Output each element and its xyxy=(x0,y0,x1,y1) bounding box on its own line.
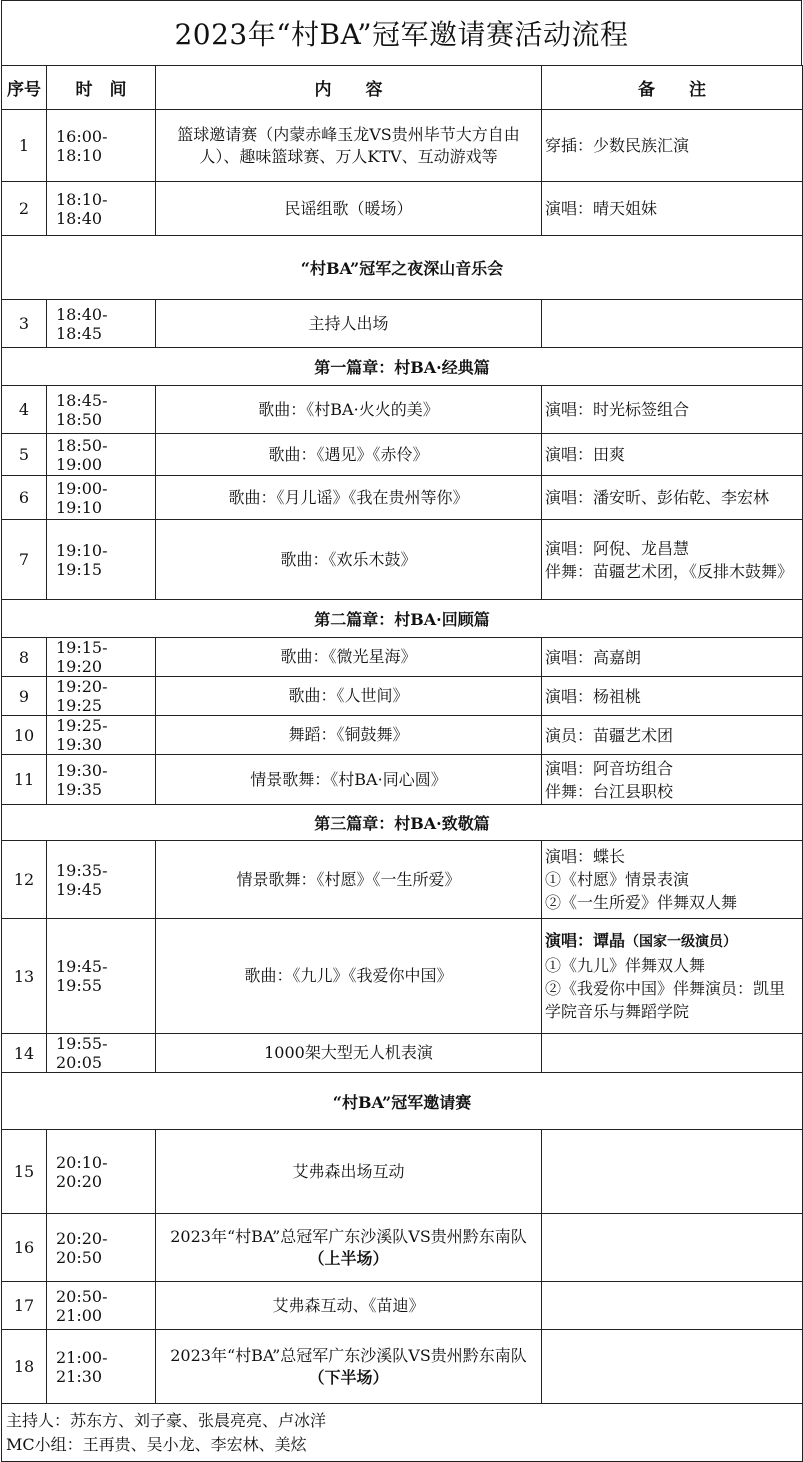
footer-cell xyxy=(2,1404,803,1462)
table-row xyxy=(2,638,803,677)
note-line xyxy=(545,929,798,954)
row-content: 舞蹈：《铜鼓舞》 xyxy=(156,716,542,755)
table-row xyxy=(2,182,803,236)
row-content: 情景歌舞：《村愿》《一生所爱》 xyxy=(156,841,542,919)
table-row xyxy=(2,1130,803,1214)
row-time: 16:00-18:10 xyxy=(47,110,156,182)
row-note: 演员：苗疆艺术团 xyxy=(542,716,803,755)
row-num: 6 xyxy=(2,476,47,520)
table-row xyxy=(2,520,803,600)
table-row xyxy=(2,677,803,716)
schedule-sheet xyxy=(1,0,802,1462)
section-row xyxy=(2,600,803,638)
row-note xyxy=(542,755,803,805)
match-text: 2023年“村BA”总冠军广东沙溪队VS贵州黔东南队 xyxy=(170,1226,527,1246)
mc-line: MC小组：王再贵、吴小龙、李宏林、美炫 xyxy=(6,1434,307,1454)
header-num: 序号 xyxy=(2,66,47,110)
note-line: 伴舞：苗疆艺术团，《反排木鼓舞》 xyxy=(545,561,794,581)
row-num: 7 xyxy=(2,520,47,600)
row-note: 演唱：晴天姐妹 xyxy=(542,182,803,236)
table-row xyxy=(2,110,803,182)
row-content: 艾弗森互动、《苗迪》 xyxy=(156,1282,542,1330)
row-content: 民谣组歌（暖场） xyxy=(156,182,542,236)
row-time: 20:20-20:50 xyxy=(47,1214,156,1282)
table-row xyxy=(2,386,803,434)
row-time: 19:10-19:15 xyxy=(47,520,156,600)
row-num: 3 xyxy=(2,300,47,348)
table-row xyxy=(2,755,803,805)
row-num: 8 xyxy=(2,638,47,677)
row-time: 20:50-21:00 xyxy=(47,1282,156,1330)
hosts-line: 主持人：苏东方、刘子豪、张晨亮亮、卢冰洋 xyxy=(6,1410,327,1430)
row-note: 演唱：时光标签组合 xyxy=(542,386,803,434)
row-time: 19:00-19:10 xyxy=(47,476,156,520)
row-content: 歌曲：《遇见》《赤伶》 xyxy=(156,434,542,476)
row-time: 18:50-19:00 xyxy=(47,434,156,476)
row-time: 19:25-19:30 xyxy=(47,716,156,755)
schedule-table xyxy=(1,65,803,1462)
row-note xyxy=(542,1330,803,1404)
row-num: 11 xyxy=(2,755,47,805)
row-num: 9 xyxy=(2,677,47,716)
row-content: 歌曲：《欢乐木鼓》 xyxy=(156,520,542,600)
table-row xyxy=(2,919,803,1034)
row-time: 19:30-19:35 xyxy=(47,755,156,805)
section-row xyxy=(2,236,803,300)
header-note: 备 注 xyxy=(542,66,803,110)
row-time: 18:40-18:45 xyxy=(47,300,156,348)
row-content: 情景歌舞：《村BA·同心圆》 xyxy=(156,755,542,805)
row-num: 1 xyxy=(2,110,47,182)
section-title: “村BA”冠军邀请赛 xyxy=(2,1073,803,1130)
footer-row xyxy=(2,1404,803,1462)
row-note: 演唱：杨祖桃 xyxy=(542,677,803,716)
row-time: 19:45-19:55 xyxy=(47,919,156,1034)
row-content: 歌曲：《村BA·火火的美》 xyxy=(156,386,542,434)
table-row xyxy=(2,1034,803,1073)
row-num: 10 xyxy=(2,716,47,755)
row-note xyxy=(542,919,803,1034)
row-time: 18:45-18:50 xyxy=(47,386,156,434)
row-num: 13 xyxy=(2,919,47,1034)
row-content xyxy=(156,1214,542,1282)
row-note xyxy=(542,300,803,348)
row-time: 19:15-19:20 xyxy=(47,638,156,677)
note-line: ①《村愿》情景表演 xyxy=(545,870,690,889)
match-text: 2023年“村BA”总冠军广东沙溪队VS贵州黔东南队 xyxy=(170,1345,527,1365)
performer-name: 演唱：谭晶 xyxy=(545,931,626,950)
section-title: “村BA”冠军之夜深山音乐会 xyxy=(2,236,803,300)
table-row xyxy=(2,476,803,520)
note-line: 演唱：阿音坊组合 xyxy=(545,758,674,778)
table-row xyxy=(2,1330,803,1404)
header-content: 内 容 xyxy=(156,66,542,110)
row-num: 14 xyxy=(2,1034,47,1073)
performer-title: （国家一级演员） xyxy=(625,934,738,950)
row-num: 18 xyxy=(2,1330,47,1404)
row-note: 演唱：潘安昕、彭佑乾、李宏林 xyxy=(542,476,803,520)
row-num: 5 xyxy=(2,434,47,476)
section-title: 第二篇章：村BA·回顾篇 xyxy=(2,600,803,638)
section-row xyxy=(2,348,803,386)
row-num: 12 xyxy=(2,841,47,919)
row-time: 20:10-20:20 xyxy=(47,1130,156,1214)
table-row xyxy=(2,841,803,919)
page-title: 2023年“村BA”冠军邀请赛活动流程 xyxy=(1,0,802,65)
row-content: 1000架大型无人机表演 xyxy=(156,1034,542,1073)
row-content xyxy=(156,1330,542,1404)
row-content: 艾弗森出场互动 xyxy=(156,1130,542,1214)
row-time: 19:35-19:45 xyxy=(47,841,156,919)
row-num: 4 xyxy=(2,386,47,434)
match-half: （上半场） xyxy=(308,1248,389,1268)
note-line: 演唱：蝶长 xyxy=(545,847,626,866)
note-line: ②《我爱你中国》伴舞演员：凯里学院音乐与舞蹈学院 xyxy=(545,979,786,1021)
row-note xyxy=(542,520,803,600)
section-title: 第一篇章：村BA·经典篇 xyxy=(2,348,803,386)
table-row xyxy=(2,434,803,476)
table-row xyxy=(2,1214,803,1282)
row-content: 歌曲：《人世间》 xyxy=(156,677,542,716)
row-note: 穿插：少数民族汇演 xyxy=(542,110,803,182)
row-time: 18:10-18:40 xyxy=(47,182,156,236)
row-content: 歌曲：《微光星海》 xyxy=(156,638,542,677)
row-note: 演唱：高嘉朗 xyxy=(542,638,803,677)
note-line: 伴舞：台江县职校 xyxy=(545,781,674,801)
table-row xyxy=(2,1282,803,1330)
note-line: ①《九儿》伴舞双人舞 xyxy=(545,956,706,975)
row-num: 15 xyxy=(2,1130,47,1214)
match-half: （下半场） xyxy=(308,1367,389,1387)
header-time: 时 间 xyxy=(47,66,156,110)
table-row xyxy=(2,300,803,348)
row-time: 19:55-20:05 xyxy=(47,1034,156,1073)
note-line: ②《一生所爱》伴舞双人舞 xyxy=(545,893,738,912)
row-num: 16 xyxy=(2,1214,47,1282)
section-row xyxy=(2,1073,803,1130)
row-content: 歌曲：《月儿谣》《我在贵州等你》 xyxy=(156,476,542,520)
section-title: 第三篇章：村BA·致敬篇 xyxy=(2,805,803,841)
row-note xyxy=(542,1034,803,1073)
row-note xyxy=(542,841,803,919)
row-time: 19:20-19:25 xyxy=(47,677,156,716)
row-note: 演唱：田爽 xyxy=(542,434,803,476)
table-row xyxy=(2,716,803,755)
row-num: 2 xyxy=(2,182,47,236)
row-note xyxy=(542,1130,803,1214)
row-content: 篮球邀请赛（内蒙赤峰玉龙VS贵州毕节大方自由人）、趣味篮球赛、万人KTV、互动游戏等 xyxy=(156,110,542,182)
table-header-row xyxy=(2,66,803,110)
row-num: 17 xyxy=(2,1282,47,1330)
row-note xyxy=(542,1214,803,1282)
note-line: 演唱：阿倪、龙昌慧 xyxy=(545,538,690,558)
row-time: 21:00-21:30 xyxy=(47,1330,156,1404)
section-row xyxy=(2,805,803,841)
row-content: 歌曲：《九儿》《我爱你中国》 xyxy=(156,919,542,1034)
row-content: 主持人出场 xyxy=(156,300,542,348)
row-note xyxy=(542,1282,803,1330)
